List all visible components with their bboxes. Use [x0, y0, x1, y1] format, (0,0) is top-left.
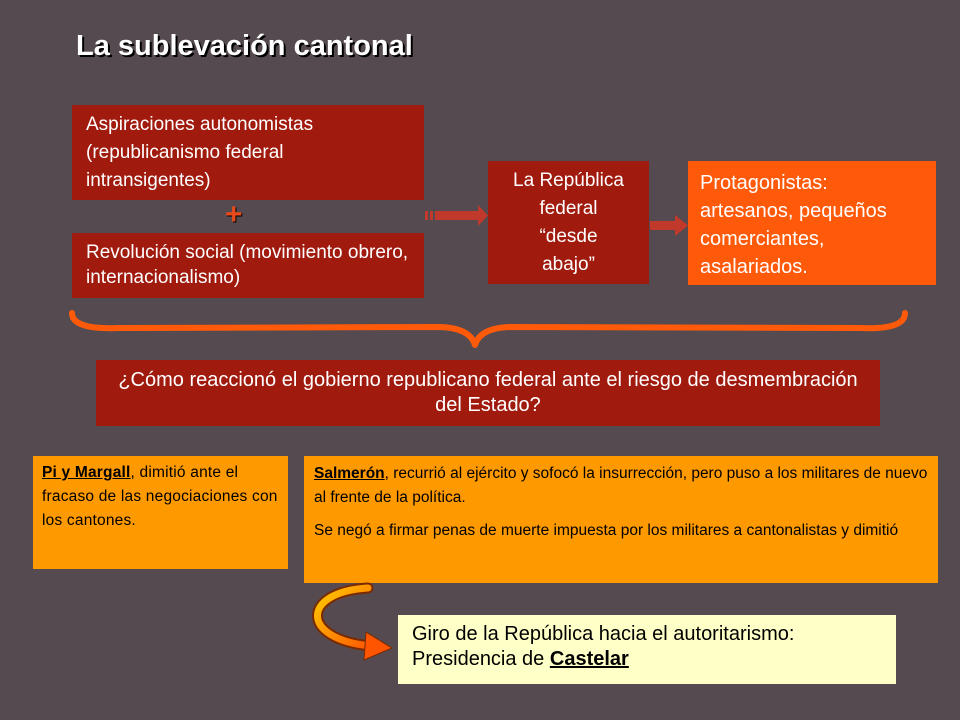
- salmeron-text-1: , recurrió al ejército y sofocó la insurrección, pero puso a los militares de nuevo al frente de la política.: [314, 465, 928, 506]
- republic-line-3: “desde: [539, 226, 598, 247]
- pi-margall-text: , dimitió ante el fracaso de las negociaciones con los cantones.: [42, 464, 278, 529]
- salmeron-paragraph-2: Se negó a firmar penas de muerte impuesta por los militares a cantonalistas y dimitió: [314, 522, 899, 539]
- republic-line-2: federal: [539, 198, 598, 219]
- brace-icon: [72, 313, 905, 345]
- salmeron-name: Salmerón: [314, 465, 385, 482]
- question-box: ¿Cómo reaccionó el gobierno republicano federal ante el riesgo de desmembración del Estado?: [96, 360, 880, 426]
- right-arrow-icon-2: [650, 215, 688, 236]
- republic-line-1: La República: [513, 170, 624, 191]
- protagonists-box: Protagonistas: artesanos, pequeños comerciantes, asalariados.: [688, 161, 936, 285]
- social-revolution-box: Revolución social (movimiento obrero, internacionalismo): [72, 233, 424, 298]
- curved-arrow-icon: [317, 588, 392, 660]
- autonomy-box: Aspiraciones autonomistas (republicanismo federal intransigentes): [72, 105, 424, 200]
- plus-sign: +: [225, 198, 243, 231]
- castelar-name: Castelar: [549, 648, 629, 670]
- right-arrow-icon: [425, 205, 488, 226]
- pi-margall-name: Pi y Margall: [42, 464, 131, 481]
- castelar-text: Giro de la República hacia el autoritarismo: Presidencia de: [412, 623, 795, 670]
- page-title: La sublevación cantonal: [76, 30, 413, 62]
- republic-line-4: abajo”: [542, 254, 595, 275]
